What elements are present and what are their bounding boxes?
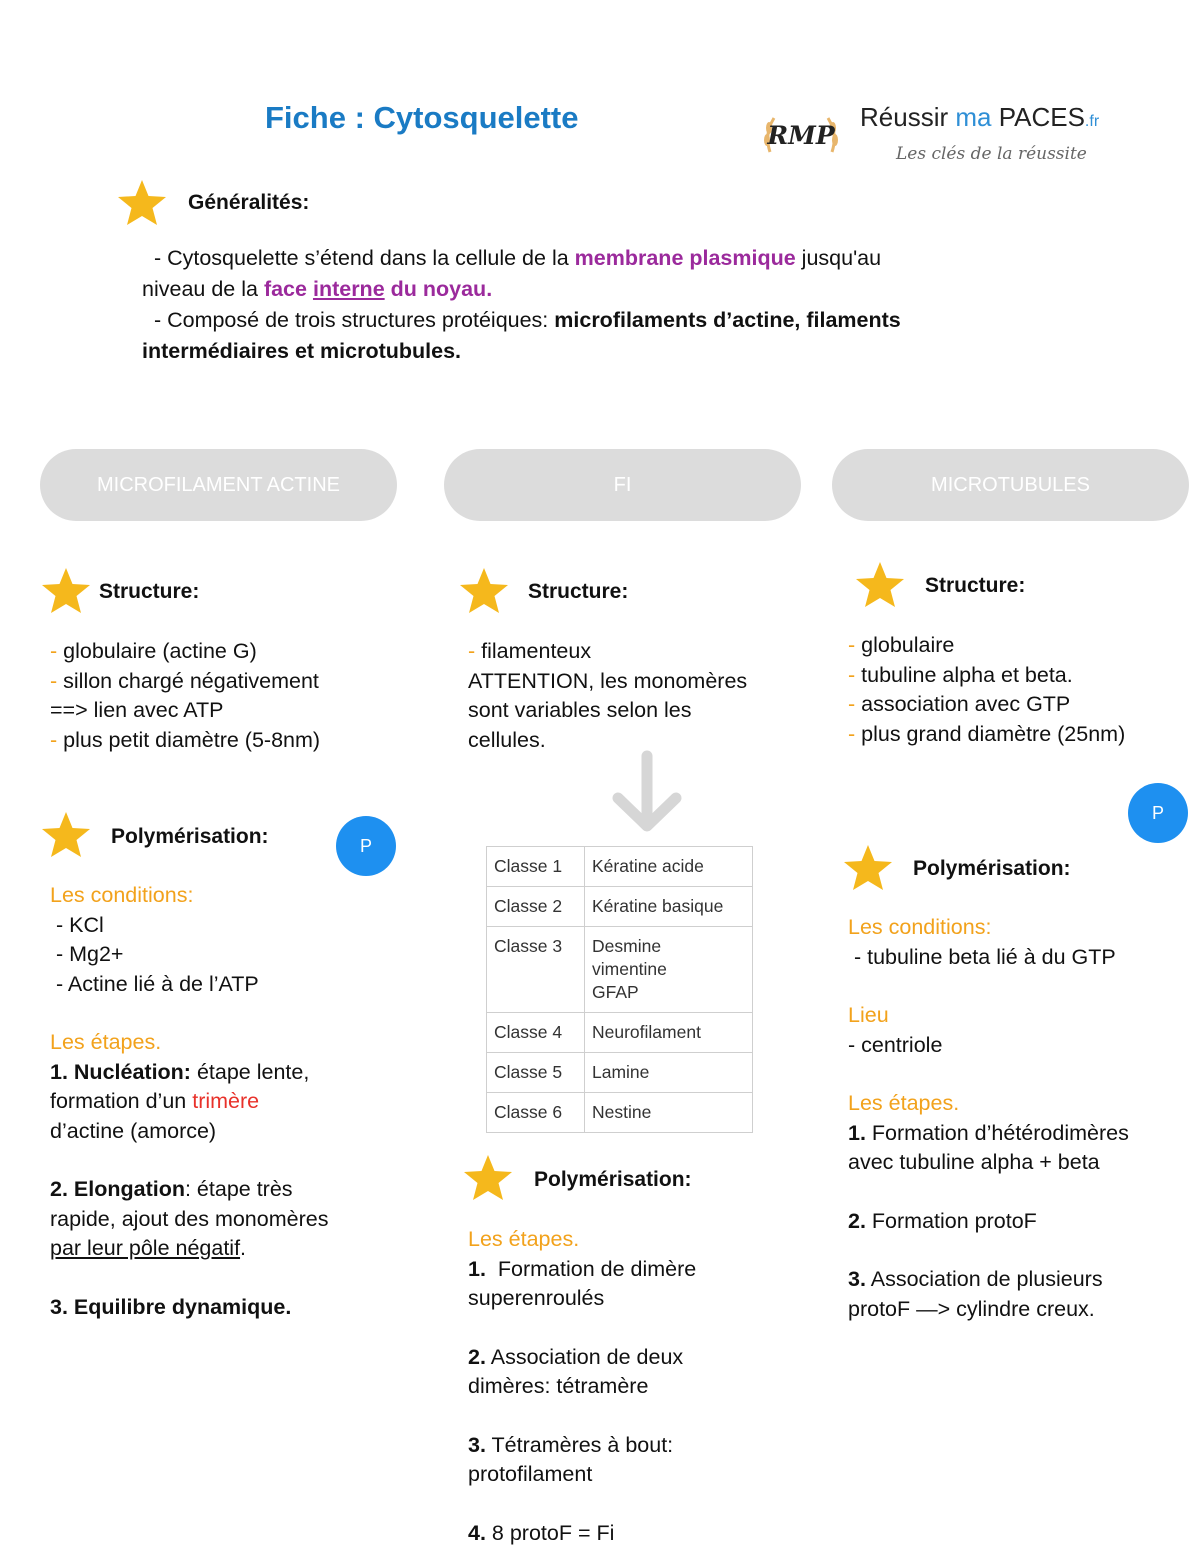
table-row [487,1013,753,1053]
filament-cell [585,887,753,927]
tab-fi: FI [444,449,801,521]
star-icon [458,566,510,616]
table-row [487,1053,753,1093]
class-cell: Classe 4 [487,1013,585,1053]
star-icon [40,566,92,616]
logo-mark: RMP [767,121,835,150]
star-icon [842,843,894,893]
filament-cell [585,1013,753,1053]
filament-name: Kératine basique [592,896,724,916]
col3-polymerisation-heading: Polymérisation: [913,857,1071,880]
generalites-text: - Cytosquelette s’étend dans la cellule de la membrane plasmique jusqu'au niveau de la face interne du noyau. - Composé de trois structures protéiques: microfilaments d’actine, filaments intermédiaires et microtubules. [142,246,901,363]
filament-name: Neurofilament [592,1022,701,1042]
filament-cell [585,1053,753,1093]
star-icon [462,1153,514,1203]
col1-structure-list: - globulaire (actine G) - sillon chargé négativement ==> lien avec ATP - plus petit diamètre (5-8nm) [50,639,321,752]
filament-name: GFAP [592,982,639,1002]
logo-tagline: Les clés de la réussite [896,144,1087,164]
col2-polymerisation-heading: Polymérisation: [534,1168,692,1191]
class-cell: Classe 1 [487,847,585,887]
table-row [487,1093,753,1133]
tab-microfilament-actine: MICROFILAMENT ACTINE [40,449,397,521]
star-icon [116,178,168,228]
col2-structure-heading: Structure: [528,580,629,603]
col2-polymerisation-text: Les étapes. 1. Formation de dimère superenroulés 2. Association de deux dimères: tétramère 3. Tétramères à bout: protofilament 4. 8 protoF = Fi [468,1227,697,1545]
star-icon [40,810,92,860]
col3-structure-list: - globulaire - tubuline alpha et beta. - association avec GTP - plus grand diamètre (25nm) [848,633,1126,746]
page-title: Fiche : Cytosquelette [265,100,579,135]
col1-polymerisation-heading: Polymérisation: [111,825,269,848]
fi-classes-table [486,846,753,1133]
table-row [487,887,753,927]
rmp-laurel-logo-icon [760,108,842,164]
arrow-down-icon [610,750,684,836]
star-icon [854,560,906,610]
table-row [487,847,753,887]
filament-name: Nestine [592,1102,652,1122]
col3-structure-heading: Structure: [925,574,1026,597]
filament-name: Kératine acide [592,856,704,876]
col2-structure-list: - filamenteux ATTENTION, les monomères sont variables selon les cellules. [468,639,748,752]
filament-name: Lamine [592,1062,650,1082]
class-cell: Classe 5 [487,1053,585,1093]
class-cell: Classe 6 [487,1093,585,1133]
table-row [487,927,753,1013]
class-cell: Classe 2 [487,887,585,927]
generalites-heading: Généralités: [188,191,310,214]
col3-polymerisation-text: Les conditions: - tubuline beta lié à du GTP Lieu - centriole Les étapes. 1. Formation d’hétérodimères avec tubuline alpha + beta 2. Formation protoF 3. Association de plusieurs protoF —> cylindre creux. [848,915,1129,1321]
filament-name: vimentine [592,959,667,979]
logo-name: Réussir ma PACES.fr [860,102,1100,132]
col1-polymerisation-text: Les conditions: - KCl - Mg2+ - Actine lié à de l’ATP Les étapes. 1. Nucléation: étape lente, formation d’un trimère d’actine (amorce) 2. Elongation: étape très rapide, ajout des monomères par leur pôle négatif. 3. Equilibre dynamique. [50,883,329,1319]
p-badge: P [336,816,396,876]
filament-name: Desmine [592,936,662,956]
p-badge: P [1128,783,1188,843]
col1-structure-heading: Structure: [99,580,200,603]
filament-cell [585,927,753,1013]
tab-microtubules: MICROTUBULES [832,449,1189,521]
filament-cell [585,1093,753,1133]
filament-cell [585,847,753,887]
class-cell: Classe 3 [487,927,585,1013]
